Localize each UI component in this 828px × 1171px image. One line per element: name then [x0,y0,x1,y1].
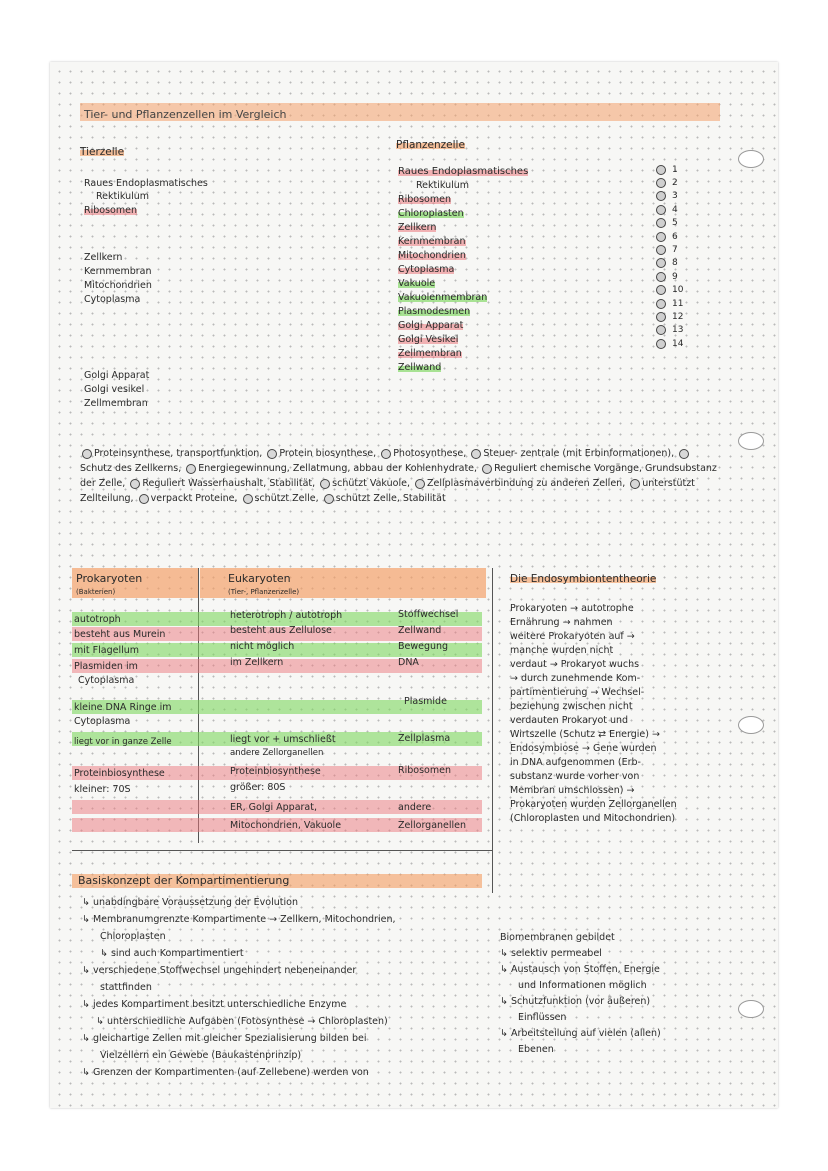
circle-icon [324,494,334,504]
list-item: Vakuolenmembran [398,292,488,303]
list-item: Rektikulum [96,191,150,202]
list-item: Raues Endoplasmatisches [84,178,208,189]
list-item: Plasmodesmen [398,306,471,317]
table-cell: im Zellkern [230,657,284,668]
list-item: Rektikulum [416,180,470,191]
list-item: Cytoplasma [84,294,141,305]
list-item: Kernmembran [398,236,466,247]
endo-text: Prokaryoten → autotrophe Ernährung → nahmen weitere Prokaryoten auf → manche wurden nicht verdaut → Prokaryot wuchs → durch zunehmende Kom- partimentierung → Wechsel- beziehung zwischen nicht verdauten Prokaryot und Wirtszelle (Schutz ⇄ Energie) → Endosymbiose → Gene wurden in DNA aufgenommen (Erb- substanz wurde vorher von Membran umschlossen) → Prokaryoten wurden Zellorganellen (Chloroplasten und Mitochondrien) [510,603,677,824]
list-item: Golgi Vesikel [398,334,459,345]
table-cell: Zellplasma [398,733,451,744]
list-item: Zellkern [84,252,123,263]
table-cell: DNA [398,657,419,668]
punch-hole [738,150,764,168]
list-item: Cytoplasma [398,264,455,275]
punch-hole [738,716,764,734]
circle-icon [381,449,391,459]
number-markers: 1 2 3 4 5 6 7 8 9 10 11 12 13 14 [656,163,683,350]
table-cell: nicht möglich [230,641,295,652]
punch-hole [738,1000,764,1018]
table-cell: ER, Golgi Apparat, [230,802,317,813]
circle-icon [656,218,666,228]
eukaryoten-heading: Eukaryoten [228,572,291,585]
circle-icon [243,494,253,504]
list-item: Zellwand [398,362,442,373]
table-cell: Mitochondrien, Vakuole [230,820,342,831]
circle-icon [320,479,330,489]
circle-icon [82,449,92,459]
table-cell: andere [398,802,432,813]
table-cell: Ribosomen [398,765,451,776]
circle-icon [656,258,666,268]
circle-icon [415,479,425,489]
circle-icon [656,285,666,295]
list-item: Raues Endoplasmatisches [398,166,529,177]
circle-icon [656,178,666,188]
table-cell: Stoffwechsel [398,609,459,620]
table-cell: andere Zellorganellen [230,748,324,758]
list-item: Golgi vesikel [84,384,145,395]
table-cell: heterotroph / autotroph [230,610,343,621]
list-item: Ribosomen [398,194,451,205]
table-cell: Cytoplasma [74,716,131,727]
circle-icon [130,479,140,489]
list-item: Vakuole [398,278,436,289]
circle-icon [186,464,196,474]
basis-right-text: Biomembranen gebildet ↳ selektiv permeabel ↳ Austausch von Stoffen, Energie und Informationen möglich ↳ Schutzfunktion (vor äußeren) Einflüssen ↳ Arbeitsteilung auf vielen (allen) Ebenen [500,932,661,1055]
circle-icon [656,272,666,282]
table-cell: Cytoplasma [78,675,135,686]
table-cell: größer: 80S [230,782,286,793]
circle-icon [656,165,666,175]
list-item: Golgi Apparat [84,370,150,381]
list-item: Chloroplasten [398,208,464,219]
table-cell: Bewegung [398,641,449,652]
eukaryoten-sub: (Tier-, Pflanzenzelle) [228,588,300,596]
list-item: Ribosomen [84,205,137,216]
circle-icon [471,449,481,459]
list-item: Mitochondrien [398,250,466,261]
prokaryoten-heading: Prokaryoten [76,572,143,585]
list-item: Zellkern [398,222,437,233]
table-cell: autotroph [74,614,121,625]
table-cell: Plasmiden im [74,661,138,672]
list-item: Kernmembran [84,266,152,277]
table-cell: Zellorganellen [398,820,467,831]
circle-icon [656,325,666,335]
table-cell: Proteinbiosynthese [230,766,321,777]
table-cell: Zellwand [398,625,442,636]
circle-icon [656,299,666,309]
circle-icon [656,245,666,255]
prokaryoten-sub: (Bakterien) [76,588,116,596]
circle-icon [656,191,666,201]
list-item: Zellmembran [84,398,148,409]
list-item: Golgi Apparat [398,320,464,331]
table-cell: besteht aus Zellulose [230,625,332,636]
circle-icon [656,232,666,242]
circle-icon [656,339,666,349]
endo-heading: Die Endosymbiontentheorie [510,573,657,585]
circle-icon [482,464,492,474]
basis-heading: Basiskonzept der Kompartimentierung [78,874,290,887]
page-title: Tier- und Pflanzenzellen im Vergleich [80,103,720,121]
table-cell: kleiner: 70S [74,784,131,795]
basis-text: ↳ unabdingbare Voraussetzung der Evolution ↳ Membranumgrenzte Kompartimente → Zellkern, Mitochondrien, Chloroplasten ↳ sind auch Kompartimentiert ↳ verschiedene Stoffwechsel ungehindert nebeneinander stattfinden ↳ jedes Kompartiment besitzt unterschiedliche Enzyme ↳ unterschiedliche Aufgaben (Fotosynthese → Chloroplasten) ↳ gleichartige Zellen mit gleicher Spezialisierung bilden bei Vielzellern ein Gewebe (Baukastenprinzip) ↳ Grenzen der Kompartimenten (auf Zellebene) werden von [82,897,396,1078]
punch-hole [738,432,764,450]
table-cell: mit Flagellum [74,645,139,656]
section-divider [72,850,492,851]
circle-icon [656,205,666,215]
functions-paragraph: Proteinsynthese, transportfunktion, Protein biosynthese, Photosynthese, Steuer- zentrale (mit Erbinformationen), Schutz des Zellkerns, Energiegewinnung, Zellatmung, abbau der Kohlenhydrate, Reguliert chemische Vorgänge, Grundsubstanz der Zelle, Reguliert Wasserhaushalt, Stabilität, schützt Vakuole, Zellplasmaverbindung zu anderen Zellen, unterstützt Zellteilung, verpackt Proteine, schützt Zelle, schützt Zelle, Stabilität [80,448,717,504]
table-cell: kleine DNA Ringe im [74,702,172,713]
list-item: Mitochondrien [84,280,152,291]
circle-icon [139,494,149,504]
table-cell: liegt vor in ganze Zelle [74,737,172,747]
table-cell: Plasmide [404,696,447,707]
section-divider [492,568,493,893]
table-cell: besteht aus Murein [74,629,166,640]
table-cell: Proteinbiosynthese [74,768,165,779]
tierzelle-heading: Tierzelle [80,146,125,158]
table-cell: liegt vor + umschließt [230,734,336,745]
circle-icon [630,479,640,489]
circle-icon [267,449,277,459]
circle-icon [656,312,666,322]
circle-icon [679,449,689,459]
list-item: Zellmembran [398,348,462,359]
pflanzenzelle-heading: Pflanzenzelle [396,139,465,151]
